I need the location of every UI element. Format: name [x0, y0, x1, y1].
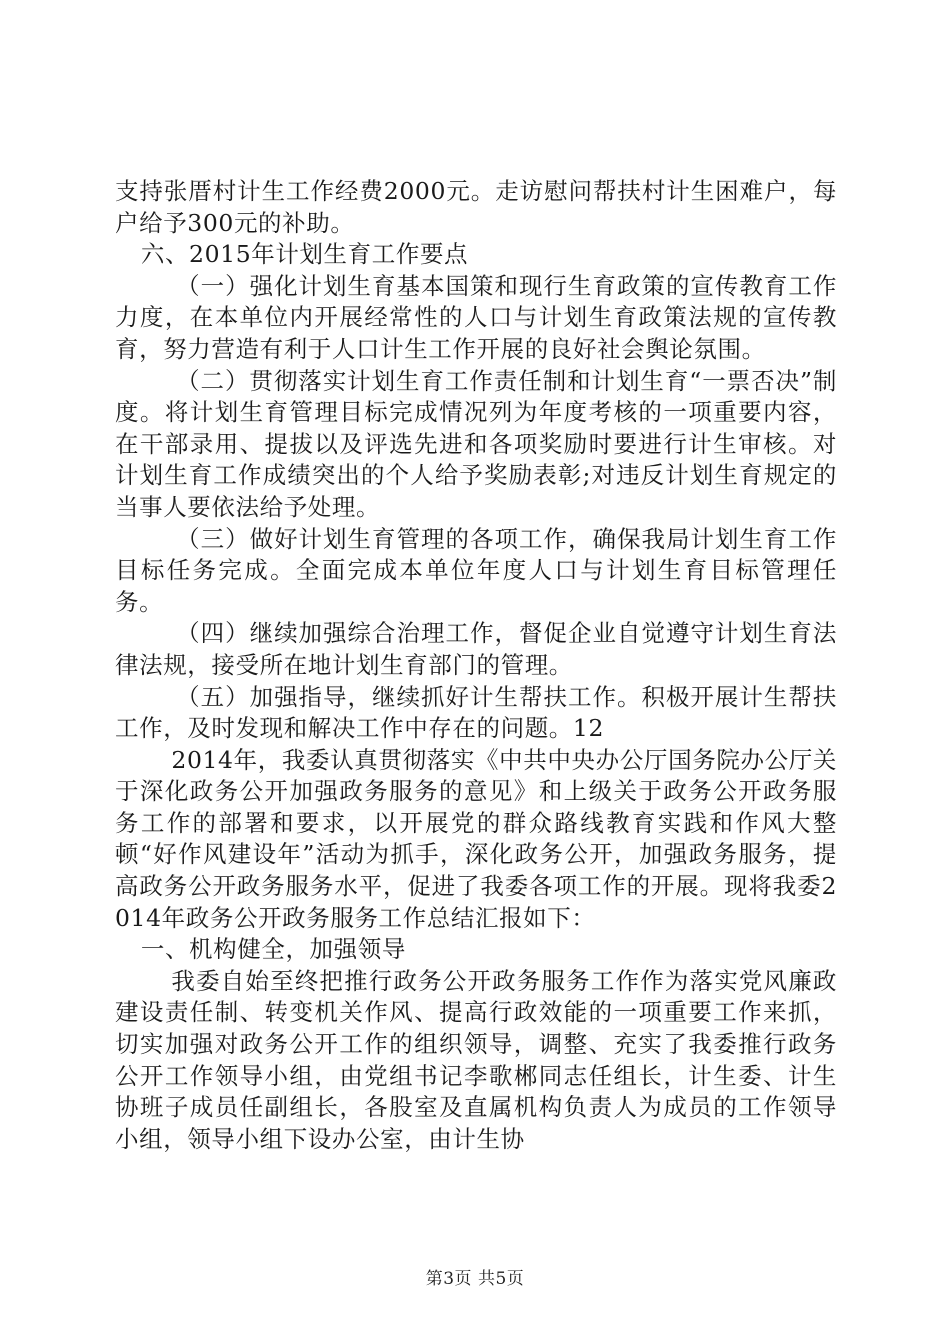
page-number: 第3页 共5页 — [425, 1269, 525, 1289]
item-4: （四）继续加强综合治理工作，督促企业自觉遵守计划生育法律法规，接受所在地计划生育部门的管理。 — [115, 619, 837, 679]
item-3: （三）做好计划生育管理的各项工作，确保我局计划生育工作目标任务完成。全面完成本单位年度人口与计划生育目标管理任务。 — [115, 524, 837, 616]
item-1: （一）强化计划生育基本国策和现行生育政策的宣传教育工作力度，在本单位内开展经常性的人口与计划生育政策法规的宣传教育，努力营造有利于人口计生工作开展的良好社会舆论氛围。 — [115, 271, 837, 363]
paragraph-organization: 我委自始至终把推行政务公开政务服务工作作为落实党风廉政建设责任制、转变机关作风、提高行政效能的一项重要工作来抓，切实加强对政务公开工作的组织领导，调整、充实了我委推行政务公开工作领导小组，由党组书记李歌郴同志任组长，计生委、计生协班子成员任副组长，各股室及直属机构负责人为成员的工作领导小组，领导小组下设办公室，由计生协 — [115, 966, 837, 1153]
section-heading-six: 六、2015年计划生育工作要点 — [140, 240, 469, 269]
page-footer — [0, 1264, 950, 1289]
paragraph-1: 支持张厝村计生工作经费2000元。走访慰问帮扶村计生困难户，每户给予300元的补助。 — [115, 177, 837, 237]
intro-paragraph-2014: 2014年，我委认真贯彻落实《中共中央办公厅国务院办公厅关于深化政务公开加强政务服务的意见》和上级关于政务公开政务服务工作的部署和要求，以开展党的群众路线教育实践和作风大整顿“好作风建设年”活动为抓手，深化政务公开，加强政务服务，提高政务公开政务服务水平，促进了我委各项工作的开展。现将我委2014年政务公开政务服务工作总结汇报如下： — [115, 745, 837, 932]
item-5: （五）加强指导，继续抓好计生帮扶工作。积极开展计生帮扶工作，及时发现和解决工作中存在的问题。12 — [115, 682, 837, 743]
item-2: （二）贯彻落实计划生育工作责任制和计划生育“一票否决”制度。将计划生育管理目标完成情况列为年度考核的一项重要内容，在干部录用、提拔以及评选先进和各项奖励时要进行计生审核。对计划生育工作成绩突出的个人给予奖励表彰;对违反计划生育规定的当事人要依法给予处理。 — [115, 366, 837, 521]
section-heading-one: 一、机构健全，加强领导 — [140, 935, 406, 964]
document-body — [115, 176, 837, 1155]
